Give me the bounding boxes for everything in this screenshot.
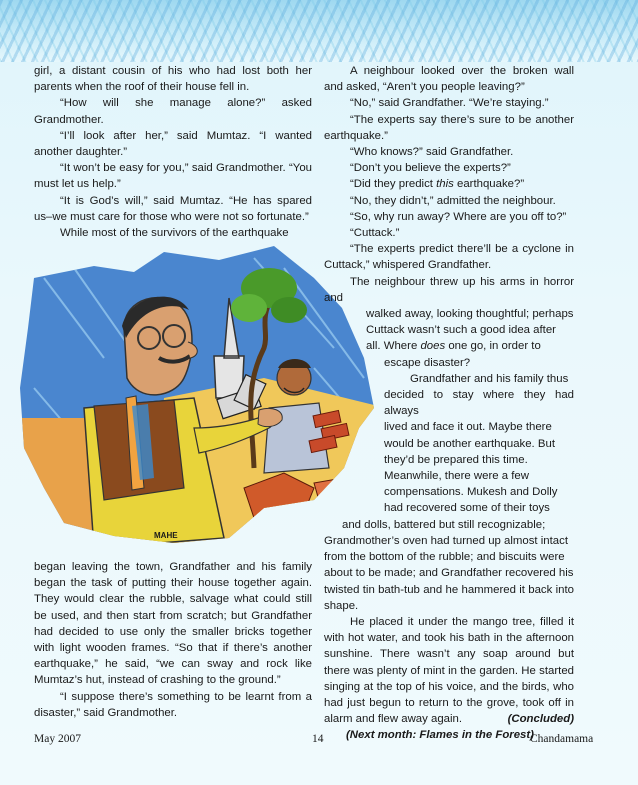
concluded-label: (Concluded) — [507, 713, 574, 726]
paragraph: “No,” said Grandfather. “We’re staying.” — [350, 97, 549, 110]
page-number: 14 — [312, 733, 324, 745]
decorative-header-band — [0, 0, 638, 62]
text-line: about to be made; and Grandfather recovered his — [324, 567, 574, 580]
text-run: all. Where — [366, 340, 421, 353]
paragraph: “Who knows?” said Grandfather. — [350, 146, 514, 159]
paragraph: “I’ll look after her,” said Mumtaz. “I wanted another daughter.” — [34, 129, 312, 159]
text-line: would be another earthquake. But — [384, 437, 555, 450]
text-line: Grandmother’s oven had turned up almost intact — [324, 534, 568, 547]
paragraph: “How will she manage alone?” asked Grandmother. — [34, 97, 312, 126]
paragraph: “I suppose there’s something to be learnt from a disaster,” said Grandmother. — [34, 690, 312, 719]
text-line: Meanwhile, there were a few — [384, 470, 529, 483]
text-run: “Did they predict — [350, 178, 437, 191]
magazine-name: Chandamama — [530, 733, 594, 745]
left-column-top — [34, 63, 312, 241]
text-run: He placed it under the mango tree, filled it with hot water, and took his bath in the afternoon sunshine. There wasn’t any soap around but there was plenty of mint in the garden. He started singing at the top of his voice, and the birds, who had just begun to return to the grove, took off in alarm and flew away again. — [324, 615, 574, 726]
text-line: decided to stay where they had always — [384, 389, 574, 418]
paragraph: “Don’t you believe the experts?” — [350, 162, 511, 175]
text-line: lived and face it out. Maybe there — [384, 421, 552, 434]
paragraph: “It is God’s will,” said Mumtaz. “He has spared us–we must care for those who were not so fortunate.” — [34, 194, 312, 223]
left-column-bottom — [34, 559, 312, 721]
text-line: walked away, looking thoughtful; perhaps — [366, 308, 574, 321]
text-line — [324, 338, 574, 354]
text-line: and dolls, battered but still recognizable; — [342, 518, 546, 531]
paragraph: “The experts predict there’ll be a cyclone in Cuttack,” whispered Grandfather. — [324, 243, 574, 272]
text-run: earthquake?” — [453, 178, 525, 191]
text-line: Cuttack wasn’t such a good idea after — [366, 324, 556, 337]
paragraph: “No, they didn’t,” admitted the neighbour. — [350, 194, 556, 207]
text-line: they’d be prepared this time. — [384, 453, 528, 466]
paragraph: “Cuttack.” — [350, 227, 400, 240]
paragraph: “So, why run away? Where are you off to?” — [350, 210, 567, 223]
text-line: had recovered some of their toys — [384, 502, 550, 515]
artist-signature: MAHE — [154, 531, 178, 540]
text-run: one go, in order to — [445, 340, 541, 353]
paragraph: A neighbour looked over the broken wall and asked, “Aren’t you people leaving?” — [324, 65, 574, 94]
paragraph: twisted tin bath-tub and he hammered it back into shape. — [324, 583, 574, 612]
paragraph — [324, 176, 574, 192]
paragraph: While most of the survivors of the earthquake — [60, 227, 289, 240]
paragraph: “It won’t be easy for you,” said Grandmother. “You must let us help.” — [34, 162, 312, 191]
footer-date: May 2007 — [34, 733, 81, 745]
paragraph: began leaving the town, Grandfather and his family began the task of putting their house together again. They would clear the rubble, salvage what could still be used, and then start from scratch; but Grandfather had decided to use only the smaller bricks together with light wooden frames. “So that if there’s another earthquake,” he said, “we can sway and rock like Mumtaz’s hut, instead of crashing to the ground.” — [34, 561, 312, 687]
next-month-teaser: (Next month: Flames in the Forest) — [346, 729, 534, 742]
text-line: compensations. Mukesh and Dolly — [384, 486, 558, 499]
right-column — [324, 63, 574, 744]
text-line: The neighbour threw up his arms in horror and — [324, 275, 574, 304]
emphasis: does — [420, 340, 446, 353]
text-line: escape disaster? — [384, 356, 471, 369]
emphasis: this — [436, 178, 454, 191]
text-line: from the bottom of the rubble; and biscuits were — [324, 551, 565, 564]
paragraph — [324, 614, 574, 727]
text-line: Grandfather and his family thus — [410, 372, 569, 385]
paragraph: “The experts say there’s sure to be another earthquake.” — [324, 113, 574, 142]
paragraph: girl, a distant cousin of his who had lost both her parents when the roof of their house fell in. — [34, 65, 312, 94]
